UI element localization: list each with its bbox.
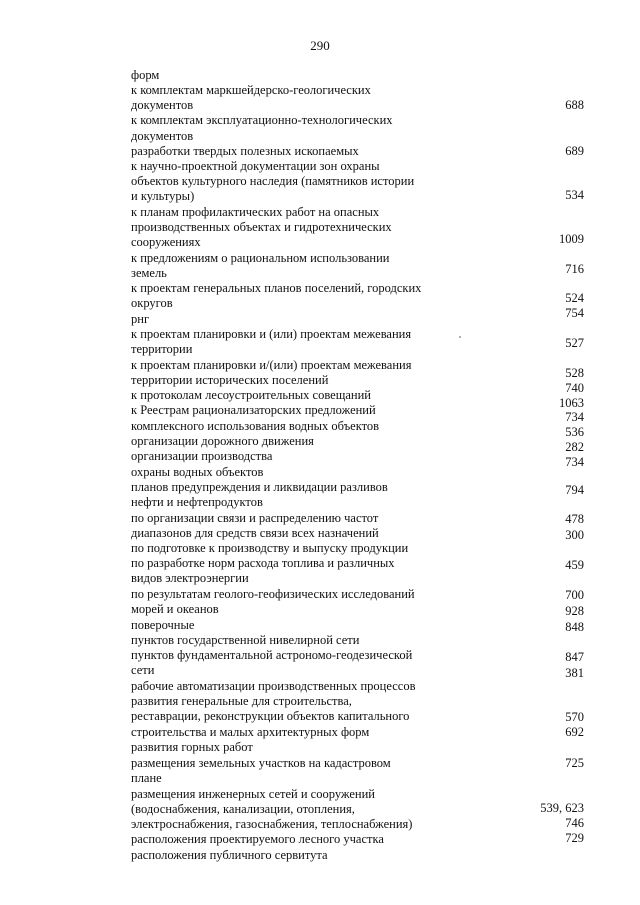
index-entry-text: к проектам планировки и (или) проектам межевания bbox=[131, 327, 412, 341]
index-entry-page: 734 bbox=[565, 410, 584, 424]
index-entry-text: диапазонов для средств связи всех назначений bbox=[131, 526, 379, 540]
index-entry-text: к проектам планировки и/(или) проектам межевания bbox=[131, 358, 412, 372]
index-entry-text: размещения инженерных сетей и сооружений bbox=[131, 787, 375, 801]
index-entry-page: 1063 bbox=[559, 396, 584, 410]
index-entry-text: территории bbox=[131, 342, 193, 356]
scan-speck bbox=[459, 336, 461, 338]
index-entry-text: земель bbox=[131, 266, 167, 280]
index-entry-text: документов bbox=[131, 129, 194, 143]
index-entry-text: форм bbox=[131, 68, 160, 82]
index-entry-text: разработки твердых полезных ископаемых bbox=[131, 144, 359, 158]
index-entry-text: видов электроэнергии bbox=[131, 571, 249, 585]
index-entry-text: по разработке норм расхода топлива и различных bbox=[131, 556, 395, 570]
index-entry-text: производственных объектах и гидротехнических bbox=[131, 220, 392, 234]
index-entry-text: и культуры) bbox=[131, 189, 195, 203]
index-entry-text: организации дорожного движения bbox=[131, 434, 314, 448]
index-entry-page: 734 bbox=[565, 455, 584, 469]
index-entry-text: к проектам генеральных планов поселений, городских bbox=[131, 281, 422, 295]
index-entry-text: к планам профилактических работ на опасных bbox=[131, 205, 380, 219]
index-entry-text: комплексного использования водных объектов bbox=[131, 419, 380, 433]
index-entry-text: документов bbox=[131, 98, 194, 112]
index-entry-page: 847 bbox=[565, 650, 584, 664]
index-entry-page: 725 bbox=[565, 756, 584, 770]
index-entry-text: поверочные bbox=[131, 618, 195, 632]
index-entry-page: 716 bbox=[565, 262, 584, 276]
index-entry-text: рнг bbox=[131, 312, 150, 326]
index-entry-page: 524 bbox=[565, 291, 584, 305]
index-entry-text: охраны водных объектов bbox=[131, 465, 264, 479]
index-entry-page: 700 bbox=[565, 588, 584, 602]
index-entry-text: строительства и малых архитектурных форм bbox=[131, 725, 370, 739]
index-entry-text: расположения проектируемого лесного участка bbox=[131, 832, 384, 846]
index-entry-page: 539, 623 bbox=[540, 801, 584, 815]
index-entry-page: 570 bbox=[565, 710, 584, 724]
index-entry-text: сети bbox=[131, 663, 155, 677]
index-entry-text: нефти и нефтепродуктов bbox=[131, 495, 263, 509]
index-entry-text: (водоснабжения, канализации, отопления, bbox=[131, 802, 355, 816]
index-entry-text: планов предупреждения и ликвидации разливов bbox=[131, 480, 388, 494]
index-entry-text: пунктов фундаментальной астрономо-геодезической bbox=[131, 648, 413, 662]
index-entry-text: пунктов государственной нивелирной сети bbox=[131, 633, 360, 647]
index-entry-text: по результатам геолого-геофизических исследований bbox=[131, 587, 415, 601]
index-entry-text: к предложениям о рациональном использовании bbox=[131, 251, 390, 265]
index-entry-page: 300 bbox=[565, 528, 584, 542]
index-entry-text: морей и океанов bbox=[131, 602, 219, 616]
index-entry-text: к комплектам маркшейдерско-геологических bbox=[131, 83, 371, 97]
index-entry-text: сооружениях bbox=[131, 235, 201, 249]
index-entry-text: к научно-проектной документации зон охраны bbox=[131, 159, 380, 173]
index-entry-text: округов bbox=[131, 296, 173, 310]
index-entry-page: 528 bbox=[565, 366, 584, 380]
index-entry-page: 746 bbox=[565, 816, 584, 830]
index-entry-text: организации производства bbox=[131, 449, 273, 463]
index-entry-page: 740 bbox=[565, 381, 584, 395]
index-entry-text: к Реестрам рационализаторских предложений bbox=[131, 403, 376, 417]
index-entry-page: 459 bbox=[565, 558, 584, 572]
index-entry-page: 689 bbox=[565, 144, 584, 158]
index-entry-text: размещения земельных участков на кадастровом bbox=[131, 756, 391, 770]
index-entry-text: рабочие автоматизации производственных процессов bbox=[131, 679, 416, 693]
index-entry-text: реставрации, реконструкции объектов капитального bbox=[131, 709, 410, 723]
index-entry-page: 478 bbox=[565, 512, 584, 526]
index-entry-page: 381 bbox=[565, 666, 584, 680]
page-number: 290 bbox=[310, 38, 330, 53]
index-entry-page: 282 bbox=[565, 440, 584, 454]
index-entry-page: 794 bbox=[565, 483, 584, 497]
index-entry-page: 688 bbox=[565, 98, 584, 112]
index-entry-page: 527 bbox=[565, 336, 584, 350]
index-entry-text: по организации связи и распределению частот bbox=[131, 511, 379, 525]
index-entry-page: 848 bbox=[565, 620, 584, 634]
index-entry-text: объектов культурного наследия (памятников истории bbox=[131, 174, 415, 188]
index-entry-text: электроснабжения, газоснабжения, теплоснабжения) bbox=[131, 817, 413, 831]
index-entry-page: 754 bbox=[565, 306, 584, 320]
index-entry-text: территории исторических поселений bbox=[131, 373, 329, 387]
index-entry-page: 534 bbox=[565, 188, 584, 202]
index-list bbox=[0, 68, 640, 868]
index-entry-text: к комплектам эксплуатационно-технологических bbox=[131, 113, 393, 127]
index-entry-text: расположения публичного сервитута bbox=[131, 848, 328, 862]
index-entry-text: плане bbox=[131, 771, 162, 785]
index-entry-text: по подготовке к производству и выпуску продукции bbox=[131, 541, 409, 555]
index-entry-page: 928 bbox=[565, 604, 584, 618]
index-entry-text: развития горных работ bbox=[131, 740, 253, 754]
index-entry-page: 729 bbox=[565, 831, 584, 845]
index-entry-text: к протоколам лесоустроительных совещаний bbox=[131, 388, 371, 402]
index-entry-page: 692 bbox=[565, 725, 584, 739]
index-entry-page: 1009 bbox=[559, 232, 584, 246]
index-entry-text: развития генеральные для строительства, bbox=[131, 694, 352, 708]
index-entry-page: 536 bbox=[565, 425, 584, 439]
